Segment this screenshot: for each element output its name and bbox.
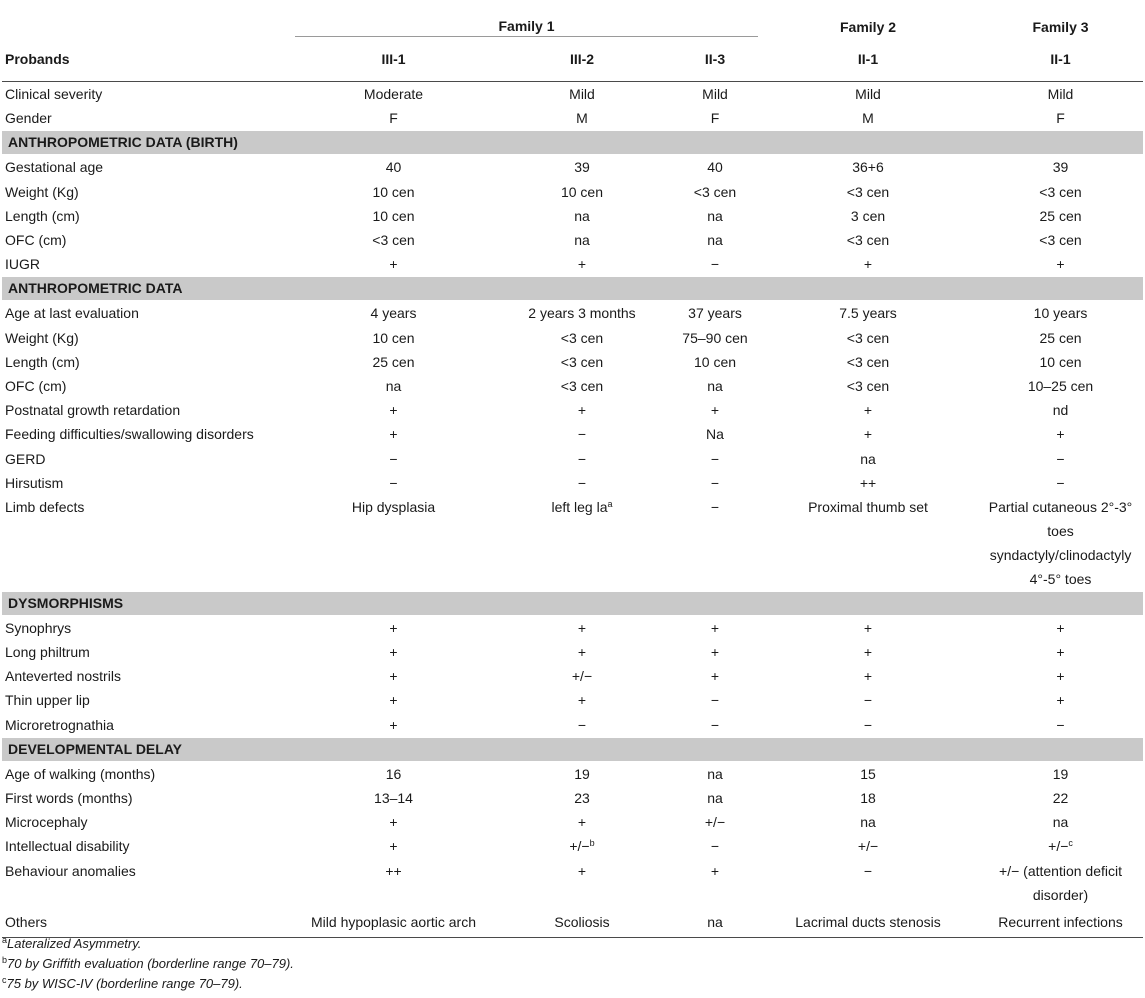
dysmorph-rows [2, 615, 1143, 737]
table-cell: − [1056, 450, 1065, 467]
row-label: Behaviour anomalies [5, 862, 136, 879]
row-label: Age of walking (months) [5, 765, 156, 782]
family-header-empty [2, 0, 295, 37]
table-row [2, 374, 1143, 398]
row-label: Limb defects [5, 498, 85, 515]
table-cell: 10 cen [372, 183, 415, 200]
table-cell [492, 495, 672, 592]
birth-rows [2, 155, 1143, 277]
table-cell: na [860, 814, 876, 831]
table-row [2, 204, 1143, 228]
footnote [2, 956, 294, 971]
table-cell: 10 cen [1039, 353, 1082, 370]
table-cell: M [576, 110, 588, 127]
table-cell: 25 cen [1039, 329, 1082, 346]
table-cell: + [389, 668, 398, 685]
table-cell: + [863, 644, 873, 661]
table-cell: + [863, 256, 873, 273]
table-cell: Mild [569, 86, 595, 103]
proband-cell: III-1 [295, 37, 492, 82]
table-cell: ++ [385, 862, 402, 879]
row-label: IUGR [5, 256, 40, 273]
table-cell: +/− [704, 814, 726, 831]
table-cell: nd [1052, 402, 1069, 419]
table-row [2, 422, 1143, 446]
table-row [2, 640, 1143, 664]
proband-cell: II-1 [978, 37, 1143, 82]
table-cell: <3 cen [560, 329, 604, 346]
table-cell: + [389, 692, 398, 709]
table-cell: − [710, 838, 720, 855]
table-row [2, 180, 1143, 204]
table-cell: F [1056, 110, 1065, 127]
table-cell: +/− [571, 668, 593, 685]
table-cell: + [710, 402, 720, 419]
table-cell: na [707, 377, 723, 394]
table-cell: 37 years [688, 305, 742, 322]
footnote-text: Lateralized Asymmetry. [7, 936, 142, 951]
row-label: Hirsutism [5, 474, 64, 491]
table-cell: + [389, 644, 398, 661]
top-rows [2, 82, 1143, 131]
table-cell: + [577, 402, 587, 419]
probands-label: Probands [2, 37, 295, 82]
row-label: Gender [5, 110, 52, 127]
table-row [2, 252, 1143, 277]
table-cell: − [577, 716, 587, 733]
table-cell: Mild [702, 86, 728, 103]
footnote-mark: c [1068, 838, 1073, 849]
table-cell: − [710, 256, 720, 273]
row-label: Feeding difficulties/swallowing disorders [5, 426, 254, 443]
table-cell: + [389, 402, 398, 419]
table-row [2, 859, 1143, 907]
table-row [2, 82, 1143, 107]
row-label: Age at last evaluation [5, 305, 139, 322]
table-cell [978, 834, 1143, 858]
table-row [2, 907, 1143, 938]
table-cell: − [577, 426, 587, 443]
table-row [2, 155, 1143, 180]
table-cell: + [710, 668, 720, 685]
table-cell: − [710, 692, 720, 709]
section-header [2, 277, 1143, 301]
section-header [2, 131, 1143, 155]
row-label: First words (months) [5, 790, 133, 807]
table-cell: 13–14 [374, 790, 413, 807]
cell-text: +/− [569, 838, 590, 855]
table-cell: <3 cen [1039, 232, 1082, 249]
table-cell: 25 cen [372, 353, 415, 370]
table-cell: na [574, 207, 590, 224]
cell-line: +/− (attention deficit [999, 862, 1122, 879]
family-1-header: Family 1 [295, 0, 758, 37]
table-cell: 15 [860, 765, 876, 782]
anthro-rows [2, 301, 1143, 495]
proband-cell: II-3 [672, 37, 758, 82]
footnote-text: 75 by WISC-IV (borderline range 70–79). [6, 976, 243, 991]
table-cell: − [710, 498, 720, 515]
row-label: Length (cm) [5, 207, 80, 224]
table-cell: − [577, 450, 587, 467]
table-cell: <3 cen [846, 232, 890, 249]
table-cell: + [1056, 619, 1065, 636]
table-cell: 7.5 years [839, 305, 897, 322]
table-row [2, 301, 1143, 326]
table-cell: <3 cen [846, 377, 890, 394]
table-row [2, 350, 1143, 374]
table-cell: + [389, 814, 398, 831]
table-cell: 19 [1052, 765, 1069, 782]
table-cell: + [1056, 256, 1065, 273]
table-cell: + [1056, 692, 1065, 709]
table-cell: + [577, 814, 587, 831]
table-cell: <3 cen [846, 353, 890, 370]
table-cell: 2 years 3 months [528, 305, 636, 322]
table-cell: + [1056, 668, 1065, 685]
table-cell: Mild hypoplasic aortic arch [295, 907, 492, 938]
cell-line: 4°-5° toes [1029, 570, 1092, 587]
table-cell: + [863, 619, 873, 636]
table-row [2, 713, 1143, 738]
table-cell: − [389, 474, 398, 491]
section-title-dev: DEVELOPMENTAL DELAY [2, 737, 1143, 761]
table-cell: + [577, 256, 587, 273]
row-label: Synophrys [5, 619, 72, 636]
dev-rows [2, 761, 1143, 834]
table-cell: F [389, 110, 398, 127]
table-cell: Recurrent infections [978, 907, 1143, 938]
table-cell: na [574, 232, 590, 249]
table-cell: + [577, 692, 587, 709]
table-cell: 18 [860, 790, 876, 807]
section-header [2, 737, 1143, 761]
table-cell: + [863, 426, 873, 443]
table-cell: na [707, 790, 723, 807]
table-cell: + [1056, 644, 1065, 661]
table-cell: Mild [855, 86, 881, 103]
table-row [2, 228, 1143, 252]
footnote-mark: b [2, 955, 8, 965]
proband-cell: III-2 [492, 37, 672, 82]
table-cell: + [389, 716, 398, 733]
row-label: Length (cm) [5, 353, 80, 370]
table-row [2, 615, 1143, 640]
table-cell: 39 [1052, 159, 1069, 176]
footnote [2, 976, 243, 991]
table-cell: + [577, 619, 587, 636]
table-cell: na [707, 765, 723, 782]
table-row [2, 398, 1143, 422]
section-header [2, 591, 1143, 615]
table-cell: + [710, 862, 720, 879]
table-cell [492, 834, 672, 858]
table-cell: <3 cen [1039, 183, 1082, 200]
row-label: Weight (Kg) [5, 183, 79, 200]
row-label: Intellectual disability [5, 838, 130, 855]
footnote-mark: a [607, 498, 613, 509]
table-cell: − [1056, 716, 1065, 733]
table-cell: 40 [385, 159, 402, 176]
row-label: Clinical severity [5, 86, 103, 103]
table-cell: + [389, 619, 398, 636]
table-cell: Scoliosis [492, 907, 672, 938]
table-cell: Hip dysplasia [351, 498, 436, 515]
row-label: Gestational age [5, 159, 104, 176]
table-cell: 10 cen [372, 329, 415, 346]
table-cell: <3 cen [560, 353, 604, 370]
table-row [2, 446, 1143, 470]
table-cell: Mild [1047, 86, 1074, 103]
table-cell: na [1052, 814, 1069, 831]
cell-text: left leg la [551, 498, 608, 515]
table-cell: − [863, 862, 873, 879]
table-cell: 10 cen [560, 183, 604, 200]
table-cell: 40 [707, 159, 723, 176]
table-cell: ++ [859, 474, 877, 491]
table-row [2, 761, 1143, 786]
table-cell: 23 [574, 790, 590, 807]
probands-header-row [2, 37, 1143, 82]
table-cell: 22 [1052, 790, 1069, 807]
table-cell: <3 cen [693, 183, 737, 200]
table-cell: na [860, 450, 876, 467]
table-row [2, 834, 1143, 858]
table-cell: + [389, 256, 398, 273]
table-cell: + [577, 862, 587, 879]
table-cell: Moderate [363, 86, 424, 103]
footnote-mark: a [2, 935, 8, 945]
table-row [2, 810, 1143, 834]
table-cell: − [710, 716, 720, 733]
footnote-mark: c [2, 975, 7, 985]
table-cell: 10 cen [372, 207, 415, 224]
table-cell: 10 years [1033, 305, 1088, 322]
row-label: OFC (cm) [5, 232, 67, 249]
table-cell: + [710, 644, 720, 661]
table-cell: 36+6 [852, 159, 884, 176]
table-cell: na [672, 907, 758, 938]
row-label: Weight (Kg) [5, 329, 79, 346]
row-label: Postnatal growth retardation [5, 402, 181, 419]
table-cell: na [707, 232, 723, 249]
table-cell: − [577, 474, 587, 491]
table-cell: <3 cen [846, 183, 890, 200]
family-3-header: Family 3 [1032, 18, 1089, 35]
table-cell: Proximal thumb set [808, 498, 928, 515]
proband-cell: II-1 [758, 37, 978, 82]
table-cell: +/− [857, 838, 879, 855]
table-cell: + [710, 619, 720, 636]
table-cell: Na [706, 426, 724, 443]
row-label: Thin upper lip [5, 692, 90, 709]
table-cell [978, 495, 1143, 592]
section-title-dysmorph: DYSMORPHISMS [2, 591, 1143, 615]
table-cell: + [389, 426, 398, 443]
table-cell: 3 cen [850, 207, 886, 224]
table-cell: + [577, 644, 587, 661]
table-cell: 39 [574, 159, 590, 176]
cell-text: +/− [1048, 838, 1069, 855]
table-row [2, 106, 1143, 131]
table-cell: na [385, 377, 402, 394]
table-cell [978, 859, 1143, 907]
row-label: Others [2, 907, 295, 938]
row-label: OFC (cm) [5, 377, 67, 394]
family-2-header: Family 2 [840, 18, 897, 35]
row-label: Anteverted nostrils [5, 668, 121, 685]
footnote [2, 936, 141, 951]
table-cell: 10 cen [693, 353, 737, 370]
row-label: GERD [5, 450, 46, 467]
table-cell: F [710, 110, 720, 127]
footnote-text: 70 by Griffith evaluation (borderline range 70–79). [7, 956, 294, 971]
table-row [2, 664, 1143, 688]
table-cell: − [863, 716, 873, 733]
cell-line: toes [1047, 522, 1074, 539]
clinical-table [2, 0, 1143, 938]
table-cell: M [862, 110, 874, 127]
section-title-birth: ANTHROPOMETRIC DATA (BIRTH) [2, 131, 1143, 155]
cell-line: Partial cutaneous 2°-3° [988, 498, 1133, 515]
row-label: Microretrognathia [5, 716, 114, 733]
table-cell: <3 cen [372, 232, 415, 249]
table-cell: + [863, 402, 873, 419]
table-cell: + [1056, 426, 1065, 443]
table-cell: <3 cen [846, 329, 890, 346]
table-cell: − [1056, 474, 1065, 491]
table-cell: 75–90 cen [682, 329, 748, 346]
table-cell: 10–25 cen [1027, 377, 1094, 394]
table-cell: + [389, 838, 398, 855]
table-cell: Lacrimal ducts stenosis [758, 907, 978, 938]
table-cell: 4 years [370, 305, 417, 322]
table-cell: 16 [385, 765, 402, 782]
table-cell: 19 [574, 765, 590, 782]
table-row [2, 495, 1143, 592]
table-cell: − [389, 450, 398, 467]
table-row [2, 688, 1143, 712]
cell-line: disorder) [1032, 886, 1089, 903]
row-label: Microcephaly [5, 814, 88, 831]
row-label: Long philtrum [5, 644, 90, 661]
table-cell: − [710, 450, 720, 467]
table-cell: na [707, 207, 723, 224]
table-cell: <3 cen [560, 377, 604, 394]
table-cell: − [863, 692, 873, 709]
table-cell: 25 cen [1039, 207, 1082, 224]
footnote-mark: b [589, 838, 595, 849]
table-cell: + [863, 668, 873, 685]
table-row [2, 786, 1143, 810]
table-row [2, 471, 1143, 495]
cell-line: syndactyly/clinodactyly [989, 546, 1132, 563]
table-row [2, 326, 1143, 350]
family-header-row [2, 0, 1143, 37]
table-cell: − [710, 474, 720, 491]
section-title-anthro: ANTHROPOMETRIC DATA [2, 277, 1143, 301]
